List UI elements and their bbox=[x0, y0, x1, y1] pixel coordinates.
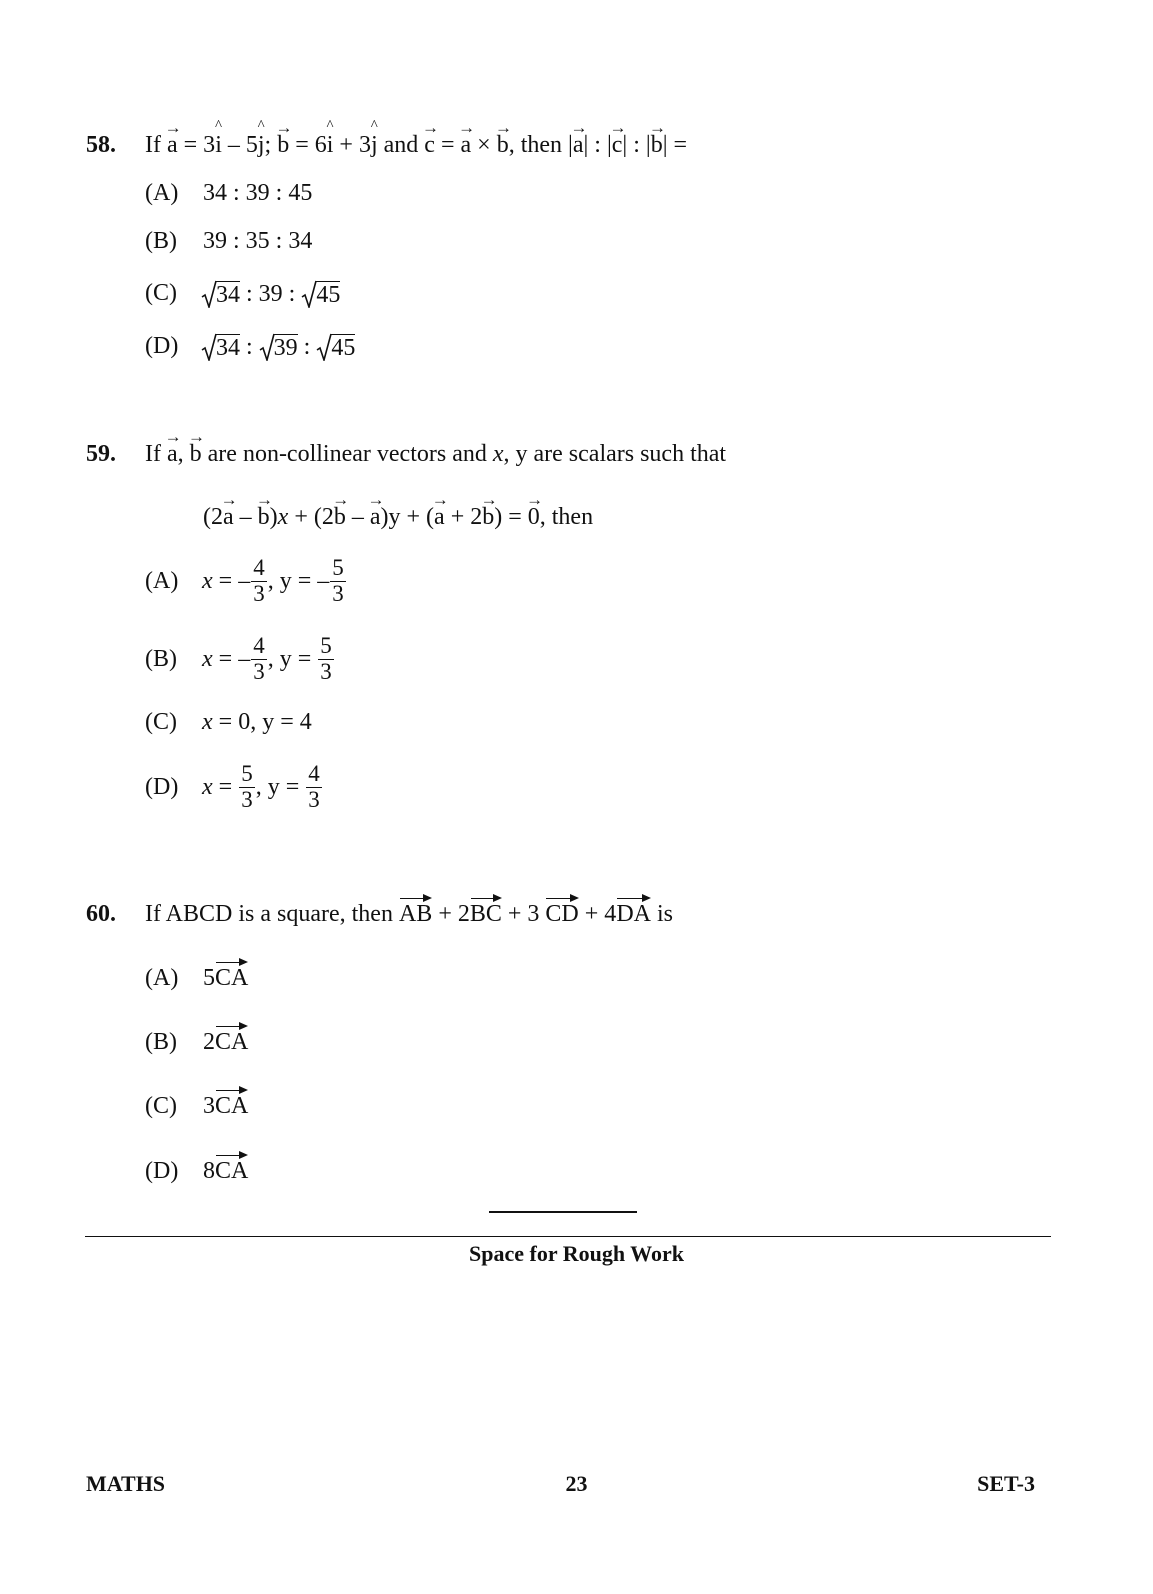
option-text: 5CA bbox=[203, 965, 249, 991]
question-59-stem: If → a, → b are non-collinear vectors and x, y are scalars such that bbox=[145, 441, 726, 468]
question-59 bbox=[86, 441, 116, 468]
option-letter: (A) bbox=[145, 965, 179, 991]
footer-page-number: 23 bbox=[565, 1471, 588, 1496]
square-root: 39 bbox=[259, 333, 298, 361]
question-60 bbox=[86, 901, 116, 928]
option-c[interactable] bbox=[145, 709, 312, 736]
option-text: x = 0, y = 4 bbox=[202, 709, 312, 735]
option-b[interactable] bbox=[145, 228, 313, 255]
option-text: 2CA bbox=[203, 1029, 249, 1055]
option-text: x = $\frac{5}{3}$ , y = $\frac{4}{3}$ bbox=[202, 761, 320, 812]
zero-vector: → 0 bbox=[528, 504, 540, 531]
option-letter: (C) bbox=[145, 709, 177, 735]
vector-a: → a bbox=[434, 504, 445, 531]
question-58 bbox=[86, 132, 116, 159]
square-root: 45 bbox=[301, 280, 340, 308]
option-d[interactable] bbox=[145, 333, 356, 361]
option-letter: (B) bbox=[145, 646, 177, 672]
fraction: $\frac{5}{3}$ bbox=[241, 761, 253, 812]
option-a[interactable] bbox=[145, 965, 249, 992]
vector-b: → b bbox=[258, 504, 270, 531]
option-text: 34 : 39 : 45 bbox=[201, 333, 355, 361]
option-c[interactable] bbox=[145, 1093, 249, 1120]
question-58-stem: If → a = 3^ i – 5^ j; → b = 6^ i + 3^ j and → c = → a × → b, then |→ a| : |→ c| : |→ b| = bbox=[145, 132, 687, 159]
option-letter: (C) bbox=[145, 280, 177, 306]
fraction: $\frac{5}{3}$ bbox=[332, 555, 344, 606]
option-letter: (D) bbox=[145, 333, 179, 359]
vector-ca: CA bbox=[215, 1093, 249, 1119]
vector-a: → a bbox=[461, 132, 472, 159]
vector-cd: CD bbox=[545, 901, 579, 927]
unit-j: ^ j bbox=[371, 132, 378, 159]
question-number: 60. bbox=[86, 901, 116, 927]
fraction: $\frac{4}{3}$ bbox=[308, 761, 320, 812]
vector-b: → b bbox=[651, 132, 663, 159]
option-a[interactable] bbox=[145, 180, 313, 207]
fraction: $\frac{4}{3}$ bbox=[253, 555, 265, 606]
question-59-equation: (2→ a – → b)x + (2→ b – → a)y + (→ a + 2→ b) = → 0, then bbox=[203, 504, 593, 531]
square-root: 45 bbox=[316, 333, 355, 361]
footer-subject: MATHS bbox=[86, 1471, 166, 1496]
option-text: x = – $\frac{4}{3}$ , y = $\frac{5}{3}$ bbox=[202, 633, 332, 684]
option-letter: (D) bbox=[145, 774, 179, 800]
vector-ca: CA bbox=[215, 965, 249, 991]
option-text: 8CA bbox=[203, 1158, 249, 1184]
fraction: $\frac{4}{3}$ bbox=[253, 633, 265, 684]
vector-b: → b bbox=[497, 132, 509, 159]
option-text: x = – $\frac{4}{3}$ , y = – $\frac{5}{3}$ bbox=[202, 555, 344, 606]
option-letter: (B) bbox=[145, 228, 177, 254]
option-letter: (B) bbox=[145, 1029, 177, 1055]
option-letter: (D) bbox=[145, 1158, 179, 1184]
vector-a: → a bbox=[223, 504, 234, 531]
option-letter: (C) bbox=[145, 1093, 177, 1119]
end-rule bbox=[489, 1211, 637, 1213]
square-root: 34 bbox=[201, 280, 240, 308]
vector-a: → a bbox=[370, 504, 381, 531]
option-text: 39 : 35 : 34 bbox=[203, 228, 313, 254]
unit-j: ^ j bbox=[258, 132, 265, 159]
option-letter: (A) bbox=[145, 180, 179, 206]
option-text: 3CA bbox=[203, 1093, 249, 1119]
square-root: 34 bbox=[201, 333, 240, 361]
vector-c: → c bbox=[424, 132, 435, 159]
vector-da: DA bbox=[616, 901, 651, 927]
question-number: 58. bbox=[86, 132, 116, 158]
option-d[interactable] bbox=[145, 1158, 249, 1185]
divider bbox=[85, 1236, 1051, 1237]
vector-a: → a bbox=[167, 132, 178, 159]
footer-set: SET-3 bbox=[977, 1471, 1035, 1496]
option-text: 34 : 39 : 45 bbox=[201, 280, 340, 308]
unit-i: ^ i bbox=[215, 132, 222, 159]
vector-b: → b bbox=[334, 504, 346, 531]
vector-b: → b bbox=[190, 441, 202, 468]
vector-b: → b bbox=[277, 132, 289, 159]
question-60-stem: If ABCD is a square, then AB + 2BC + 3 CD + 4DA is bbox=[145, 901, 673, 927]
option-c[interactable] bbox=[145, 280, 341, 308]
vector-a: → a bbox=[573, 132, 584, 159]
option-letter: (A) bbox=[145, 568, 179, 594]
vector-b: → b bbox=[482, 504, 494, 531]
vector-a: → a bbox=[167, 441, 178, 468]
question-number: 59. bbox=[86, 441, 116, 467]
fraction: $\frac{5}{3}$ bbox=[320, 633, 332, 684]
vector-ab: AB bbox=[398, 901, 433, 927]
unit-i: ^ i bbox=[327, 132, 334, 159]
vector-ca: CA bbox=[215, 1029, 249, 1055]
vector-c: → c bbox=[612, 132, 623, 159]
vector-bc: BC bbox=[469, 901, 502, 927]
option-text: 34 : 39 : 45 bbox=[203, 180, 313, 206]
vector-ca: CA bbox=[215, 1158, 249, 1184]
option-b[interactable] bbox=[145, 1029, 249, 1056]
rough-work-heading: Space for Rough Work bbox=[469, 1241, 684, 1266]
